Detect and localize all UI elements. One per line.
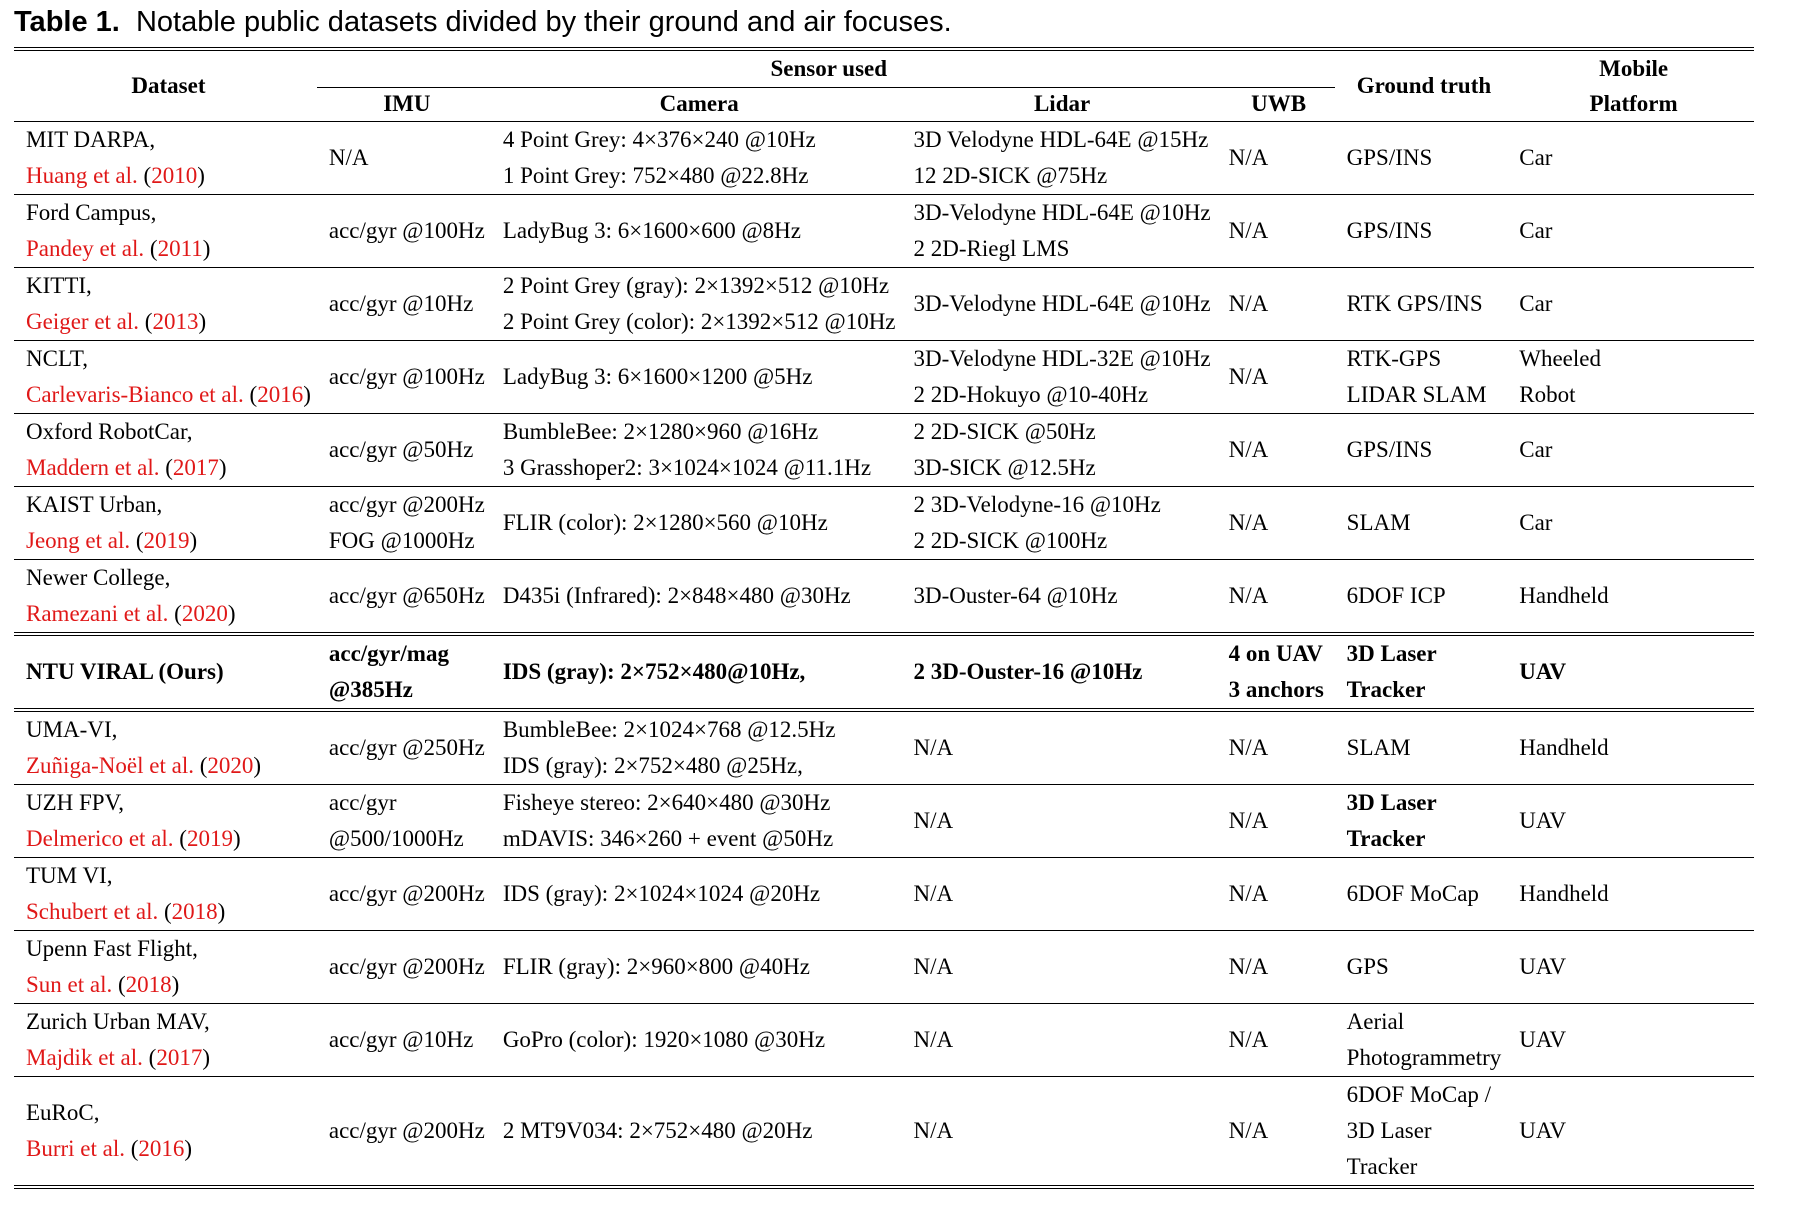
lidar-line: 2 3D-Ouster-16 @10Hz: [913, 658, 1143, 684]
lidar-line: 3D Velodyne HDL-64E @15Hz: [913, 126, 1209, 152]
camera-cell: [491, 194, 902, 267]
header-imu: IMU: [383, 91, 431, 116]
citation-year-link[interactable]: 2020: [181, 600, 228, 626]
imu-cell: [317, 413, 491, 486]
uwb-line: N/A: [1228, 1117, 1269, 1143]
camera-line: BumbleBee: 2×1280×960 @16Hz: [502, 418, 819, 444]
citation[interactable]: Jeong et al. (2019): [26, 527, 198, 553]
citation-authors-link[interactable]: Sun et al.: [26, 971, 113, 997]
header-ground-truth: Ground truth: [1356, 72, 1492, 98]
camera-cell: [491, 486, 902, 559]
citation[interactable]: Maddern et al. (2017): [26, 454, 227, 480]
lidar-cell: [902, 634, 1217, 710]
imu-cell: [317, 710, 491, 785]
citation-year-link[interactable]: 2019: [143, 527, 190, 553]
camera-line: FLIR (gray): 2×960×800 @40Hz: [502, 953, 810, 979]
camera-cell: [491, 1076, 902, 1187]
header-dataset: Dataset: [131, 72, 206, 98]
lidar-line: 2 2D-Hokuyo @10-40Hz: [913, 381, 1149, 407]
platform-line: Car: [1519, 217, 1553, 243]
citation-authors-link[interactable]: Carlevaris-Bianco et al.: [26, 381, 244, 407]
uwb-cell: [1217, 194, 1335, 267]
ground-truth-line: GPS/INS: [1346, 436, 1433, 462]
platform-cell: [1507, 340, 1754, 413]
uwb-line: 3 anchors: [1228, 676, 1324, 702]
dataset-cell: [14, 486, 317, 559]
citation-year-link[interactable]: 2011: [157, 235, 203, 261]
uwb-line: N/A: [1228, 880, 1269, 906]
header-platform: Platform: [1589, 90, 1678, 116]
header-mobile: Mobile: [1599, 56, 1669, 81]
camera-line: Fisheye stereo: 2×640×480 @30Hz: [502, 789, 831, 815]
imu-line: acc/gyr @50Hz: [328, 436, 474, 462]
table-row: [14, 267, 1754, 340]
uwb-cell: [1217, 634, 1335, 710]
datasets-table: [14, 47, 1754, 1189]
dataset-cell: [14, 121, 317, 194]
platform-line: Wheeled: [1519, 345, 1601, 371]
camera-line: 4 Point Grey: 4×376×240 @10Hz: [502, 126, 816, 152]
uwb-cell: [1217, 1003, 1335, 1076]
header-lidar: Lidar: [1033, 91, 1091, 116]
dataset-cell: [14, 1076, 317, 1187]
platform-line: Robot: [1519, 381, 1576, 407]
camera-line: 2 MT9V034: 2×752×480 @20Hz: [502, 1117, 813, 1143]
uwb-cell: [1217, 267, 1335, 340]
dataset-name: KAIST Urban,: [26, 491, 163, 517]
dataset-cell: [14, 413, 317, 486]
platform-cell: [1507, 121, 1754, 194]
citation[interactable]: Ramezani et al. (2020): [26, 600, 236, 626]
citation-year-link[interactable]: 2016: [257, 381, 304, 407]
camera-cell: [491, 1003, 902, 1076]
uwb-line: N/A: [1228, 1026, 1269, 1052]
dataset-name: MIT DARPA,: [26, 126, 156, 152]
ground-truth-line: RTK-GPS: [1346, 345, 1442, 371]
uwb-cell: [1217, 784, 1335, 857]
imu-cell: [317, 784, 491, 857]
imu-line: acc/gyr @10Hz: [328, 290, 474, 316]
platform-line: Handheld: [1519, 880, 1609, 906]
dataset-name: Newer College,: [26, 564, 171, 590]
ground-datasets: [14, 121, 1754, 634]
camera-cell: [491, 857, 902, 930]
imu-line: acc/gyr @100Hz: [328, 363, 485, 389]
table-row: [14, 1076, 1754, 1187]
uwb-cell: [1217, 413, 1335, 486]
ground-truth-cell: [1335, 710, 1508, 785]
camera-line: mDAVIS: 346×260 + event @50Hz: [502, 825, 834, 851]
imu-line: acc/gyr @10Hz: [328, 1026, 474, 1052]
lidar-cell: [902, 121, 1217, 194]
citation[interactable]: Huang et al. (2010): [26, 162, 205, 188]
camera-line: LadyBug 3: 6×1600×1200 @5Hz: [502, 363, 813, 389]
platform-cell: [1507, 710, 1754, 785]
table-row: [14, 486, 1754, 559]
uwb-line: 4 on UAV: [1228, 640, 1323, 666]
lidar-line: 2 3D-Velodyne-16 @10Hz: [913, 491, 1161, 517]
dataset-name: NCLT,: [26, 345, 88, 371]
dataset-cell: [14, 267, 317, 340]
citation-authors-link[interactable]: Burri et al.: [26, 1135, 125, 1161]
lidar-cell: [902, 784, 1217, 857]
dataset-cell: [14, 634, 317, 710]
citation[interactable]: Burri et al. (2016): [26, 1135, 193, 1161]
ground-truth-line: RTK GPS/INS: [1346, 290, 1483, 316]
lidar-line: 3D-SICK @12.5Hz: [913, 454, 1096, 480]
citation[interactable]: Sun et al. (2018): [26, 971, 180, 997]
uwb-line: N/A: [1228, 217, 1269, 243]
dataset-cell: [14, 194, 317, 267]
dataset-cell: [14, 930, 317, 1003]
dataset-name: TUM VI,: [26, 862, 113, 888]
camera-line: 2 Point Grey (gray): 2×1392×512 @10Hz: [502, 272, 890, 298]
citation-year-link[interactable]: 2016: [138, 1135, 185, 1161]
platform-line: UAV: [1519, 1117, 1567, 1143]
camera-line: LadyBug 3: 6×1600×600 @8Hz: [502, 217, 801, 243]
ground-truth-cell: [1335, 634, 1508, 710]
camera-line: FLIR (color): 2×1280×560 @10Hz: [502, 509, 828, 535]
imu-line: @385Hz: [328, 676, 413, 702]
lidar-cell: [902, 710, 1217, 785]
camera-cell: [491, 413, 902, 486]
ground-truth-line: GPS/INS: [1346, 144, 1433, 170]
imu-line: acc/gyr @200Hz: [328, 1117, 485, 1143]
dataset-name: NTU VIRAL (Ours): [26, 658, 224, 684]
lidar-cell: [902, 194, 1217, 267]
table-row: [14, 194, 1754, 267]
lidar-line: N/A: [913, 1026, 954, 1052]
imu-line: @500/1000Hz: [328, 825, 464, 851]
imu-line: FOG @1000Hz: [328, 527, 475, 553]
uwb-cell: [1217, 121, 1335, 194]
lidar-cell: [902, 267, 1217, 340]
platform-cell: [1507, 194, 1754, 267]
uwb-cell: [1217, 857, 1335, 930]
citation-year-link[interactable]: 2017: [172, 454, 219, 480]
citation-authors-link[interactable]: Pandey et al.: [26, 235, 145, 261]
ground-truth-line: SLAM: [1346, 509, 1411, 535]
platform-cell: [1507, 634, 1754, 710]
imu-cell: [317, 930, 491, 1003]
ground-truth-line: Tracker: [1346, 676, 1426, 702]
citation-year-link[interactable]: 2017: [156, 1044, 203, 1070]
dataset-name: Zurich Urban MAV,: [26, 1008, 210, 1034]
table-row: [14, 559, 1754, 634]
camera-line: 1 Point Grey: 752×480 @22.8Hz: [502, 162, 809, 188]
imu-cell: [317, 634, 491, 710]
table-row: [14, 710, 1754, 785]
ground-truth-line: 6DOF MoCap: [1346, 880, 1479, 906]
lidar-cell: [902, 930, 1217, 1003]
lidar-line: 3D-Velodyne HDL-32E @10Hz: [913, 345, 1211, 371]
citation-authors-link[interactable]: Huang et al.: [26, 162, 138, 188]
camera-cell: [491, 930, 902, 1003]
camera-line: 2 Point Grey (color): 2×1392×512 @10Hz: [502, 308, 896, 334]
platform-cell: [1507, 857, 1754, 930]
ground-truth-cell: [1335, 1076, 1508, 1187]
ground-truth-cell: [1335, 267, 1508, 340]
ground-truth-cell: [1335, 413, 1508, 486]
table-caption: [14, 6, 952, 39]
platform-line: UAV: [1519, 658, 1567, 684]
ground-truth-cell: [1335, 340, 1508, 413]
table-row: [14, 340, 1754, 413]
ground-truth-cell: [1335, 857, 1508, 930]
dataset-name: KITTI,: [26, 272, 92, 298]
citation[interactable]: Majdik et al. (2017): [26, 1044, 210, 1070]
citation-authors-link[interactable]: Schubert et al.: [26, 898, 159, 924]
uwb-cell: [1217, 930, 1335, 1003]
ground-truth-line: LIDAR SLAM: [1346, 381, 1487, 407]
lidar-cell: [902, 486, 1217, 559]
caption-text: Notable public datasets divided by their ground and air focuses.: [135, 6, 952, 38]
dataset-name: Oxford RobotCar,: [26, 418, 193, 444]
lidar-line: 3D-Ouster-64 @10Hz: [913, 582, 1118, 608]
lidar-line: N/A: [913, 807, 954, 833]
ground-truth-line: 3D Laser: [1346, 1117, 1432, 1143]
citation-year-link[interactable]: 2013: [152, 308, 199, 334]
camera-cell: [491, 710, 902, 785]
citation-authors-link[interactable]: Majdik et al.: [26, 1044, 143, 1070]
citation-year-link[interactable]: 2019: [186, 825, 233, 851]
imu-cell: [317, 1003, 491, 1076]
platform-cell: [1507, 413, 1754, 486]
citation[interactable]: Carlevaris-Bianco et al. (2016): [26, 381, 311, 407]
ground-truth-line: Tracker: [1346, 825, 1426, 851]
imu-cell: [317, 340, 491, 413]
imu-cell: [317, 486, 491, 559]
ground-truth-cell: [1335, 121, 1508, 194]
ground-truth-line: 6DOF ICP: [1346, 582, 1446, 608]
citation-authors-link[interactable]: Geiger et al.: [26, 308, 140, 334]
camera-line: BumbleBee: 2×1024×768 @12.5Hz: [502, 716, 836, 742]
lidar-line: 3D-Velodyne HDL-64E @10Hz: [913, 290, 1211, 316]
platform-line: Handheld: [1519, 734, 1609, 760]
ground-truth-line: 3D Laser: [1346, 789, 1437, 815]
camera-cell: [491, 340, 902, 413]
citation[interactable]: Pandey et al. (2011): [26, 235, 211, 261]
ground-truth-cell: [1335, 194, 1508, 267]
lidar-line: N/A: [913, 734, 954, 760]
citation-authors-link[interactable]: Jeong et al.: [26, 527, 131, 553]
citation-year-link[interactable]: 2018: [171, 898, 218, 924]
platform-cell: [1507, 930, 1754, 1003]
platform-cell: [1507, 784, 1754, 857]
platform-line: Car: [1519, 436, 1553, 462]
lidar-cell: [902, 340, 1217, 413]
imu-cell: [317, 857, 491, 930]
imu-line: acc/gyr @200Hz: [328, 880, 485, 906]
uwb-cell: [1217, 1076, 1335, 1187]
platform-line: Car: [1519, 144, 1553, 170]
camera-cell: [491, 559, 902, 634]
dataset-name: UMA-VI,: [26, 716, 118, 742]
lidar-cell: [902, 1076, 1217, 1187]
lidar-line: N/A: [913, 880, 954, 906]
table-row: [14, 857, 1754, 930]
ground-truth-cell: [1335, 930, 1508, 1003]
dataset-cell: [14, 340, 317, 413]
platform-line: UAV: [1519, 807, 1567, 833]
lidar-line: N/A: [913, 953, 954, 979]
citation[interactable]: Schubert et al. (2018): [26, 898, 226, 924]
uwb-line: N/A: [1228, 363, 1269, 389]
uwb-line: N/A: [1228, 509, 1269, 535]
lidar-line: N/A: [913, 1117, 954, 1143]
platform-line: Car: [1519, 290, 1553, 316]
ground-truth-line: Photogrammetry: [1346, 1044, 1502, 1070]
imu-cell: [317, 121, 491, 194]
platform-cell: [1507, 559, 1754, 634]
camera-line: IDS (gray): 2×752×480 @25Hz,: [502, 752, 803, 778]
lidar-cell: [902, 857, 1217, 930]
imu-cell: [317, 194, 491, 267]
ground-truth-line: GPS: [1346, 953, 1389, 979]
air-datasets: [14, 710, 1754, 1187]
lidar-line: 2 2D-Riegl LMS: [913, 235, 1070, 261]
citation-authors-link[interactable]: Ramezani et al.: [26, 600, 169, 626]
dataset-name: UZH FPV,: [26, 789, 124, 815]
citation-year-link[interactable]: 2010: [151, 162, 198, 188]
uwb-line: N/A: [1228, 807, 1269, 833]
imu-cell: [317, 1076, 491, 1187]
citation-year-link[interactable]: 2020: [207, 752, 254, 778]
header-camera: Camera: [659, 91, 739, 116]
imu-line: acc/gyr @100Hz: [328, 217, 485, 243]
ground-truth-line: 6DOF MoCap /: [1346, 1081, 1492, 1107]
ground-truth-cell: [1335, 1003, 1508, 1076]
citation-year-link[interactable]: 2018: [125, 971, 172, 997]
platform-line: UAV: [1519, 953, 1567, 979]
dataset-name: EuRoC,: [26, 1099, 100, 1125]
uwb-line: N/A: [1228, 436, 1269, 462]
camera-line: 3 Grasshoper2: 3×1024×1024 @11.1Hz: [502, 454, 872, 480]
dataset-cell: [14, 559, 317, 634]
dataset-name: Ford Campus,: [26, 199, 157, 225]
camera-cell: [491, 784, 902, 857]
uwb-cell: [1217, 340, 1335, 413]
lidar-cell: [902, 559, 1217, 634]
ground-truth-cell: [1335, 559, 1508, 634]
uwb-cell: [1217, 486, 1335, 559]
platform-cell: [1507, 267, 1754, 340]
imu-cell: [317, 267, 491, 340]
camera-line: IDS (gray): 2×1024×1024 @20Hz: [502, 880, 821, 906]
uwb-line: N/A: [1228, 953, 1269, 979]
uwb-line: N/A: [1228, 144, 1269, 170]
imu-line: acc/gyr @650Hz: [328, 582, 485, 608]
ours-dataset: [14, 634, 1754, 710]
caption-label: Table 1.: [14, 6, 120, 38]
camera-cell: [491, 634, 902, 710]
dataset-cell: [14, 710, 317, 785]
camera-cell: [491, 267, 902, 340]
uwb-cell: [1217, 710, 1335, 785]
platform-line: Car: [1519, 509, 1553, 535]
camera-line: GoPro (color): 1920×1080 @30Hz: [502, 1026, 826, 1052]
camera-line: IDS (gray): 2×752×480@10Hz,: [502, 658, 806, 684]
camera-line: D435i (Infrared): 2×848×480 @30Hz: [502, 582, 851, 608]
ground-truth-line: Aerial: [1346, 1008, 1405, 1034]
platform-cell: [1507, 1003, 1754, 1076]
ground-truth-line: Tracker: [1346, 1153, 1418, 1179]
uwb-cell: [1217, 559, 1335, 634]
platform-cell: [1507, 486, 1754, 559]
uwb-line: N/A: [1228, 290, 1269, 316]
ground-truth-line: 3D Laser: [1346, 640, 1437, 666]
ground-truth-cell: [1335, 784, 1508, 857]
imu-line: acc/gyr @250Hz: [328, 734, 485, 760]
citation-authors-link[interactable]: Delmerico et al.: [26, 825, 174, 851]
citation[interactable]: Geiger et al. (2013): [26, 308, 207, 334]
dataset-cell: [14, 784, 317, 857]
lidar-line: 2 2D-SICK @50Hz: [913, 418, 1096, 444]
platform-cell: [1507, 1076, 1754, 1187]
ground-truth-cell: [1335, 486, 1508, 559]
dataset-cell: [14, 1003, 317, 1076]
header-sensor-used: Sensor used: [317, 49, 1335, 87]
lidar-cell: [902, 413, 1217, 486]
imu-line: acc/gyr @200Hz: [328, 953, 485, 979]
uwb-line: N/A: [1228, 734, 1269, 760]
table-row: [14, 1003, 1754, 1076]
table-row: [14, 634, 1754, 710]
dataset-name: Upenn Fast Flight,: [26, 935, 198, 961]
dataset-cell: [14, 857, 317, 930]
imu-line: acc/gyr @200Hz: [328, 491, 485, 517]
imu-line: acc/gyr: [328, 789, 397, 815]
lidar-line: 2 2D-SICK @100Hz: [913, 527, 1108, 553]
imu-line: acc/gyr/mag: [328, 640, 449, 666]
table-row: [14, 784, 1754, 857]
citation[interactable]: Zuñiga-Noël et al. (2020): [26, 752, 262, 778]
camera-cell: [491, 121, 902, 194]
imu-line: N/A: [328, 144, 369, 170]
platform-line: Handheld: [1519, 582, 1609, 608]
ground-truth-line: GPS/INS: [1346, 217, 1433, 243]
lidar-line: 3D-Velodyne HDL-64E @10Hz: [913, 199, 1211, 225]
lidar-line: 12 2D-SICK @75Hz: [913, 162, 1108, 188]
table-row: [14, 413, 1754, 486]
lidar-cell: [902, 1003, 1217, 1076]
header-uwb: UWB: [1251, 91, 1307, 116]
ground-truth-line: SLAM: [1346, 734, 1411, 760]
citation-authors-link[interactable]: Maddern et al.: [26, 454, 160, 480]
imu-cell: [317, 559, 491, 634]
citation-authors-link[interactable]: Zuñiga-Noël et al.: [26, 752, 194, 778]
table-row: [14, 930, 1754, 1003]
citation[interactable]: Delmerico et al. (2019): [26, 825, 241, 851]
platform-line: UAV: [1519, 1026, 1567, 1052]
uwb-line: N/A: [1228, 582, 1269, 608]
table-row: [14, 121, 1754, 194]
